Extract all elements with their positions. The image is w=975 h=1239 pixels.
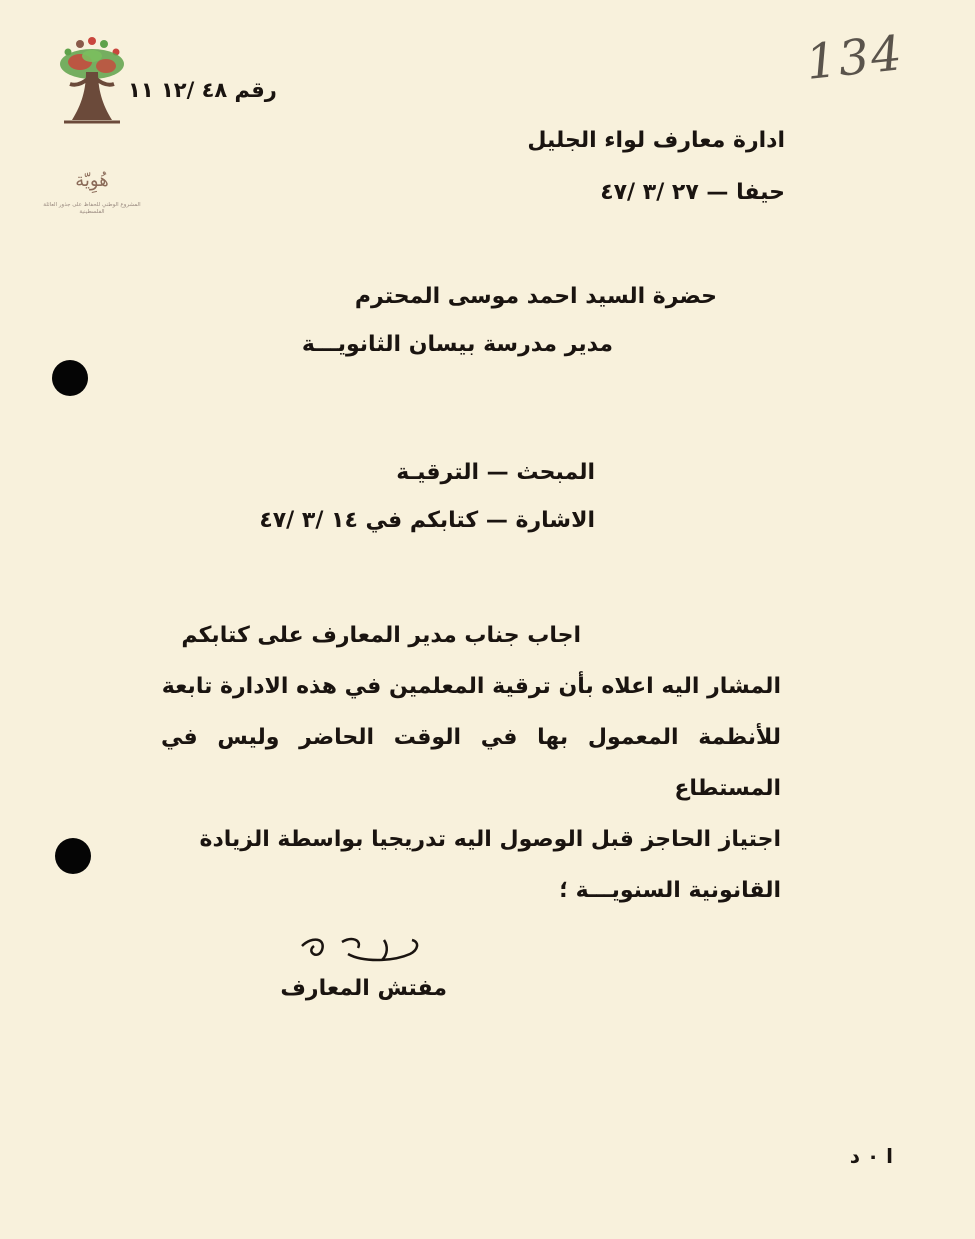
- body-line: للأنظمة المعمول بها في الوقت الحاضر وليس في المستطاع: [161, 725, 781, 801]
- logo-tagline: المشروع الوطني للحفاظ على جذور العائلة الفلسطينية: [43, 202, 141, 215]
- body-line: المشار اليه اعلاه بأن ترقية المعلمين في هذه الادارة تابعة: [161, 674, 781, 699]
- addressee-title: مدير مدرسة بيسان الثانويـــة: [301, 332, 613, 357]
- addressee: حضرة السيد احمد موسى المحترم: [354, 284, 717, 309]
- body-line: اجاب جناب مدير المعارف على كتابكم: [181, 623, 581, 648]
- footer-code: ا ٠ د: [849, 1144, 893, 1168]
- date-line: حيفا — ٢٧ /٣ /٤٧: [600, 180, 785, 205]
- reference-number: رقم ٤٨ /١٢ ١١: [128, 78, 277, 102]
- punch-hole: [55, 838, 91, 874]
- subject-line: المبحث — الترقيـة: [396, 460, 595, 485]
- letter-body: [161, 610, 781, 916]
- reference-line: الاشارة — كتابكم في ١٤ /٣ /٤٧: [259, 508, 595, 533]
- family-tree-icon: [42, 34, 142, 134]
- archive-number: 134: [803, 25, 907, 91]
- organization-logo: [42, 34, 152, 215]
- department-name: ادارة معارف لواء الجليل: [527, 128, 785, 153]
- punch-hole: [52, 360, 88, 396]
- body-line: القانونية السنويـــة ؛: [559, 878, 781, 903]
- body-line: اجتياز الحاجز قبل الوصول اليه تدريجيا بواسطة الزيادة: [199, 827, 781, 852]
- logo-name: هُوِيّة: [75, 170, 109, 191]
- handwritten-signature: [292, 932, 432, 982]
- signatory-title: مفتش المعارف: [280, 976, 447, 1001]
